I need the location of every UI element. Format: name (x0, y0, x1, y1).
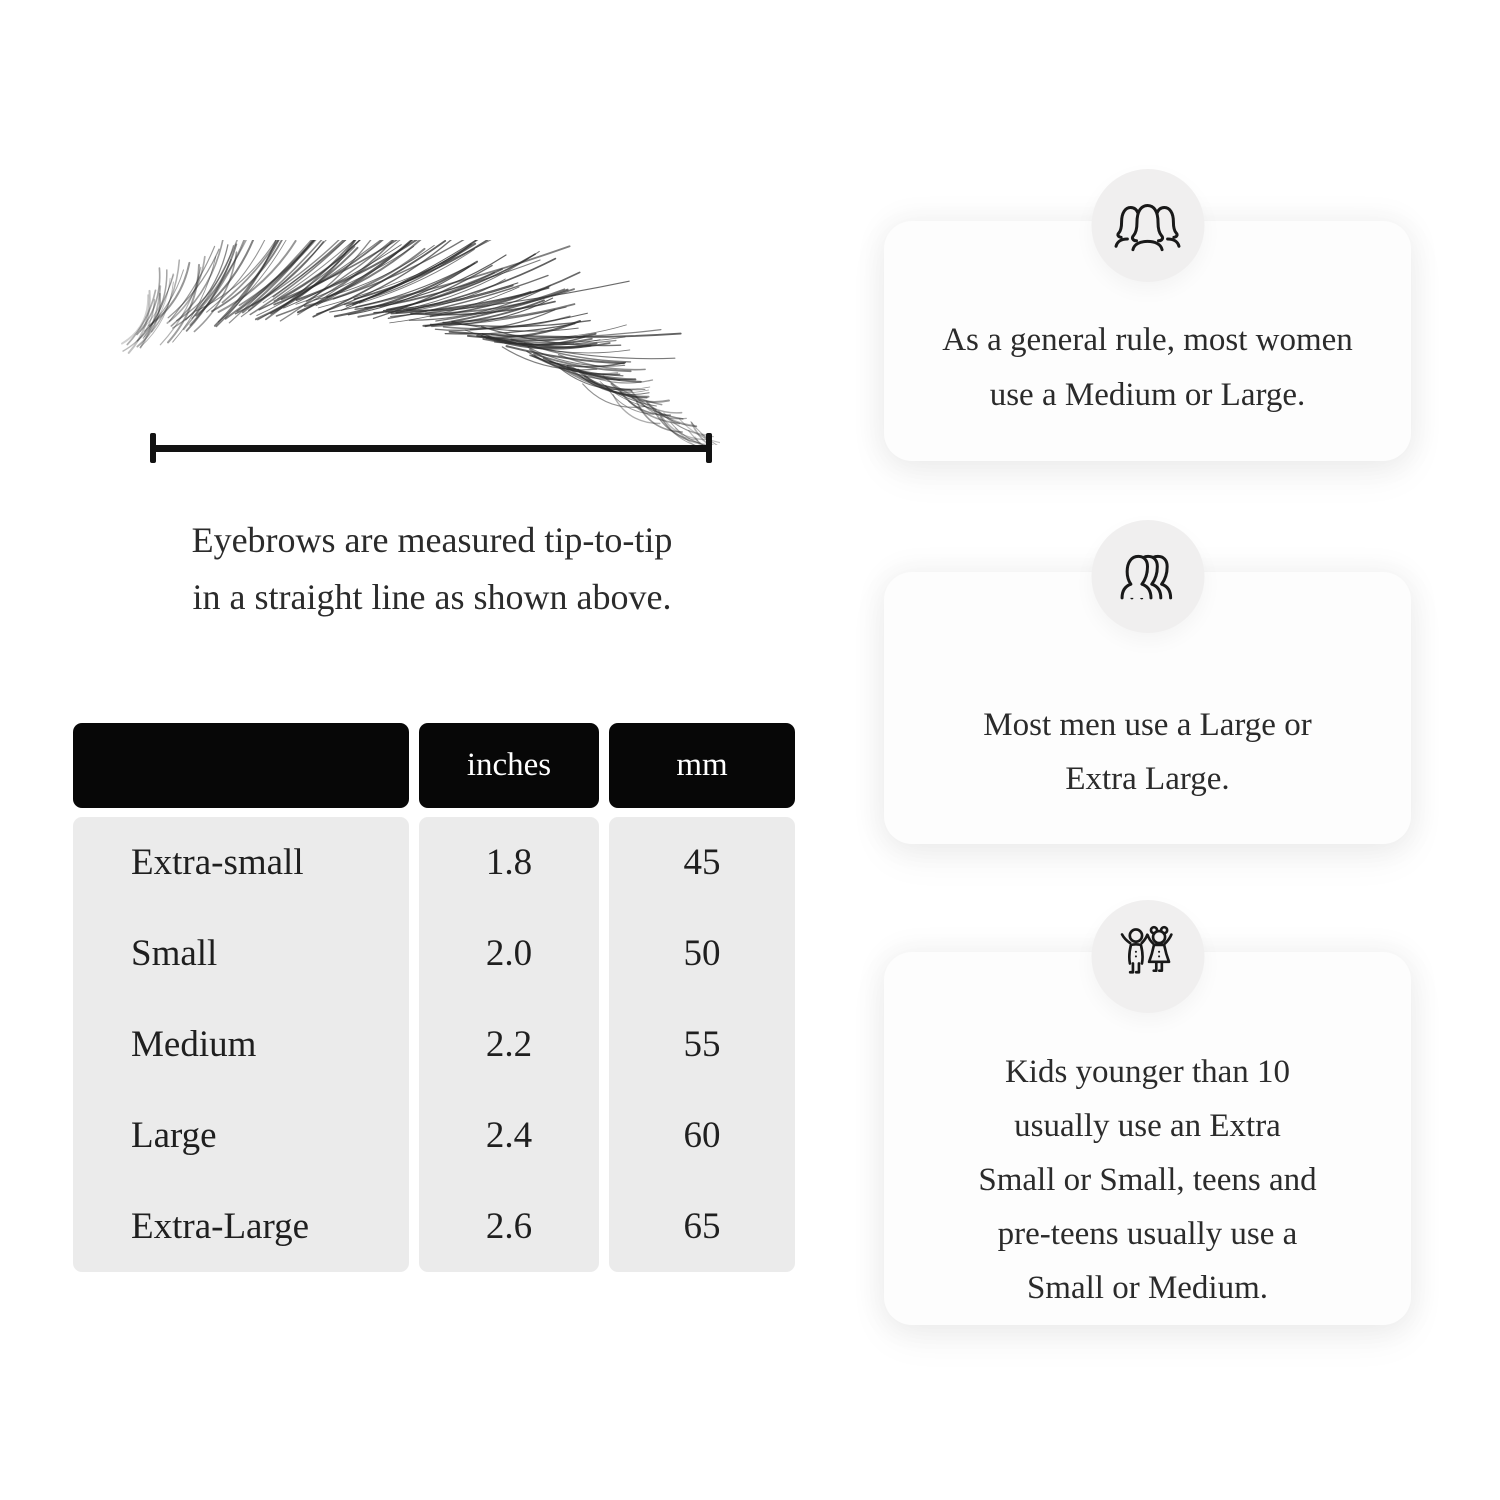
card-women-line-1: As a general rule, most women (942, 322, 1353, 359)
card-kids-line-1: Kids younger than 10 (1004, 1053, 1291, 1090)
size-name-cell: Extra-small (131, 842, 304, 883)
card-kids-line-4: pre-teens usually use a (997, 1216, 1298, 1253)
inches-cell: 1.8 (485, 842, 533, 883)
card-kids-line-3: Small or Small, teens and (978, 1161, 1317, 1198)
inches-cell: 2.4 (485, 1115, 533, 1156)
caption-line-2: in a straight line as shown above. (192, 576, 672, 617)
header-cell-blank (73, 723, 409, 808)
mm-cell: 50 (683, 933, 721, 974)
header-cell-mm: mm (609, 723, 795, 808)
header-cell-inches: inches (419, 723, 599, 808)
mm-cell: 45 (683, 842, 721, 883)
card-men-line-2: Extra Large. (1065, 761, 1230, 797)
eyebrow-illustration (108, 240, 720, 445)
men-group-icon (1091, 520, 1204, 633)
inches-cell: 2.6 (485, 1206, 533, 1247)
card-kids-line-2: usually use an Extra (1014, 1107, 1281, 1144)
inches-cell: 2.2 (485, 1024, 533, 1065)
size-table (73, 723, 795, 1272)
size-name-cell: Small (131, 933, 218, 974)
mm-cell: 65 (683, 1206, 721, 1247)
measurement-caption (100, 512, 764, 626)
column-mm (609, 817, 795, 1272)
line-right-cap-icon (706, 433, 712, 463)
info-card-men (884, 572, 1411, 844)
measurement-line (150, 433, 712, 463)
mm-cell: 60 (683, 1115, 721, 1156)
caption-line-1: Eyebrows are measured tip-to-tip (191, 520, 673, 560)
mm-cell: 55 (683, 1024, 721, 1065)
info-card-kids (884, 952, 1411, 1325)
card-men-line-1: Most men use a Large or (983, 706, 1312, 743)
eyebrow-sketch-svg (108, 240, 720, 445)
inches-cell: 2.0 (485, 933, 533, 974)
women-group-icon (1091, 169, 1204, 282)
line-bar (154, 445, 708, 452)
size-table-header (73, 723, 795, 808)
kids-icon (1091, 900, 1204, 1013)
size-table-body (73, 817, 795, 1272)
size-name-cell: Medium (131, 1024, 257, 1065)
card-kids-line-5: Small or Medium. (1026, 1270, 1269, 1307)
column-inches (419, 817, 599, 1272)
size-name-cell: Extra-Large (131, 1206, 310, 1247)
size-name-cell: Large (131, 1115, 217, 1156)
card-women-line-2: use a Medium or Large. (989, 376, 1306, 413)
info-card-women (884, 221, 1411, 461)
column-sizes (73, 817, 409, 1272)
